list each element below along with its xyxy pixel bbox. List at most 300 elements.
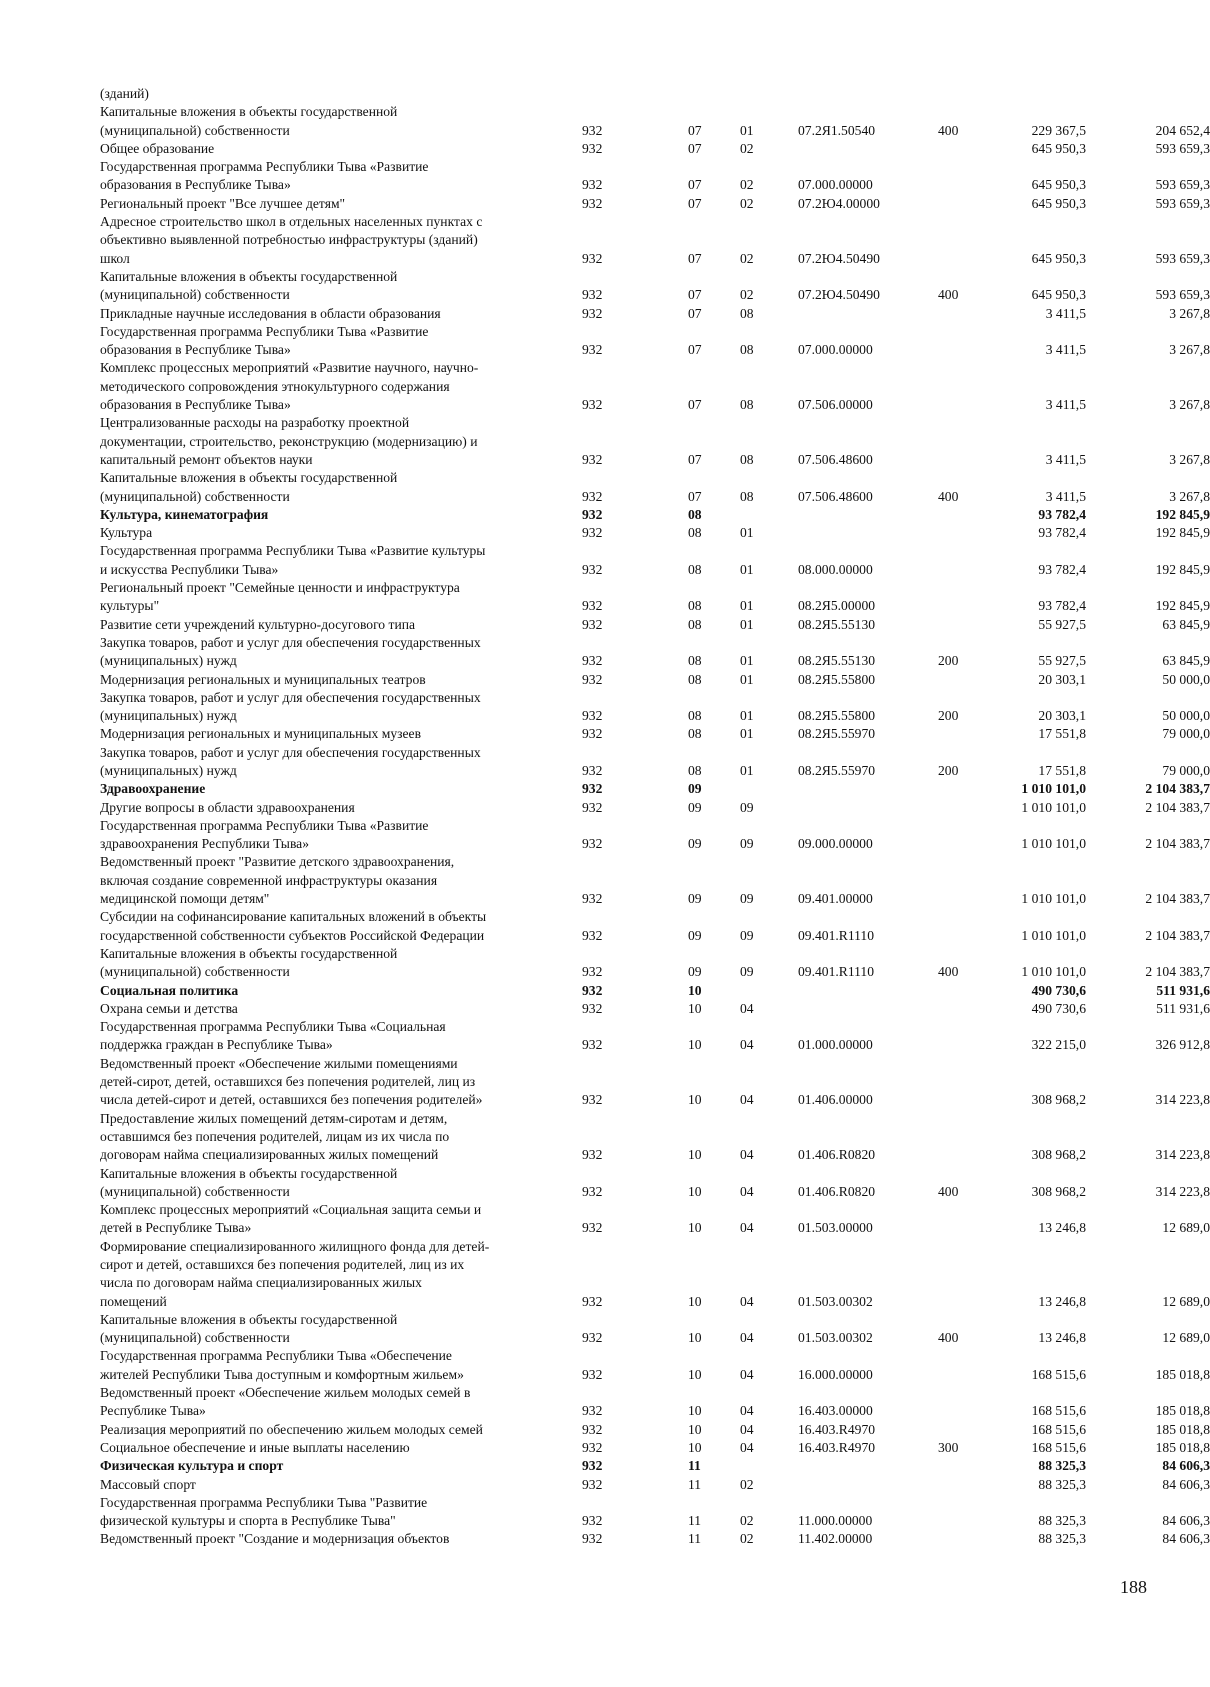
row-razdel-code: 08	[688, 762, 702, 778]
row-expense-type	[938, 853, 992, 908]
row-target-article: 08.2Я5.55130	[798, 616, 876, 632]
row-glava-code: 932	[582, 982, 603, 998]
row-expense-type	[938, 158, 992, 195]
row-name: Развитие сети учреждений культурно-досугового типа	[100, 616, 416, 632]
table-row	[100, 1494, 1210, 1531]
table-row	[100, 469, 1210, 506]
row-name: Региональный проект "Все лучшее детям"	[100, 195, 346, 211]
row-glava-code: 932	[582, 836, 603, 852]
row-razdel-code: 09	[688, 781, 702, 797]
row-amount-year-1: 88 325,3	[1038, 1476, 1086, 1492]
row-razdel-code: 11	[688, 1476, 702, 1492]
row-name: Модернизация региональных и муниципальных музеев	[100, 726, 421, 742]
row-razdel-code: 11	[688, 1513, 702, 1529]
row-glava-code: 932	[582, 1531, 603, 1547]
row-target-article: 07.000.00000	[798, 342, 873, 358]
row-amount-year-2: 314 223,8	[1155, 1183, 1210, 1199]
row-amount-year-1: 490 730,6	[1031, 982, 1086, 998]
row-podrazdel-code: 09	[740, 891, 754, 907]
row-podrazdel-code: 04	[740, 1366, 754, 1382]
row-podrazdel-code: 04	[740, 1092, 754, 1108]
row-amount-year-2: 593 659,3	[1155, 195, 1210, 211]
row-glava-code: 932	[582, 1183, 603, 1199]
row-target-article: 08.2Я5.00000	[798, 598, 876, 614]
row-name: Государственная программа Республики Тыва «Развитие культуры и искусства Республики Тыва»	[100, 543, 486, 577]
row-glava-code: 932	[582, 1147, 603, 1163]
row-expense-type	[938, 323, 992, 360]
row-podrazdel-code: 04	[740, 1439, 754, 1455]
row-target-article: 07.2Я1.50540	[798, 122, 876, 138]
row-amount-year-1: 88 325,3	[1038, 1513, 1086, 1529]
row-podrazdel-code	[740, 982, 798, 1000]
row-podrazdel-code: 04	[740, 1037, 754, 1053]
row-razdel-code: 07	[688, 122, 702, 138]
row-name: Комплекс процессных мероприятий «Социальная защита семьи и детей в Республике Тыва»	[100, 1202, 482, 1236]
row-razdel-code: 08	[688, 525, 702, 541]
row-name: Государственная программа Республики Тыва «Развитие образования в Республике Тыва»	[100, 323, 429, 358]
table-row	[100, 634, 1210, 671]
row-amount-year-2: 204 652,4	[1155, 122, 1210, 138]
row-amount-year-1: 308 968,2	[1031, 1092, 1086, 1108]
row-podrazdel-code: 02	[740, 195, 754, 211]
row-glava-code: 932	[582, 598, 603, 614]
row-target-article: 09.401.00000	[798, 891, 873, 907]
row-expense-type	[938, 305, 992, 323]
budget-table-body	[100, 85, 1210, 1549]
row-glava-code: 932	[582, 1366, 603, 1382]
row-target-article: 11.000.00000	[798, 1513, 873, 1529]
row-amount-year-1: 20 303,1	[1038, 671, 1086, 687]
row-podrazdel-code: 09	[740, 836, 754, 852]
table-row	[100, 579, 1210, 616]
row-razdel-code: 09	[688, 836, 702, 852]
row-expense-type: 400	[938, 287, 959, 303]
row-target-article	[798, 799, 938, 817]
row-target-article	[798, 1476, 938, 1494]
row-amount-year-1: 1 010 101,0	[1021, 799, 1086, 815]
row-amount-year-1: 1 010 101,0	[1021, 891, 1086, 907]
row-podrazdel-code: 04	[740, 1147, 754, 1163]
row-expense-type: 400	[938, 964, 959, 980]
table-row	[100, 1384, 1210, 1421]
row-glava-code: 932	[582, 726, 603, 742]
row-glava-code: 932	[582, 1220, 603, 1236]
row-target-article: 07.2Ю4.50490	[798, 287, 880, 303]
row-target-article: 01.406.00000	[798, 1092, 873, 1108]
row-expense-type	[938, 85, 992, 103]
row-podrazdel-code: 08	[740, 305, 754, 321]
row-amount-year-2: 79 000,0	[1162, 726, 1210, 742]
table-row	[100, 323, 1210, 360]
row-amount-year-2: 12 689,0	[1162, 1293, 1210, 1309]
row-amount-year-1: 645 950,3	[1031, 177, 1086, 193]
row-name: Социальная политика	[100, 982, 239, 998]
row-target-article	[798, 85, 938, 103]
row-expense-type	[938, 817, 992, 854]
row-target-article: 01.406.R0820	[798, 1147, 876, 1163]
row-amount-year-1: 3 411,5	[1045, 342, 1086, 358]
row-razdel-code: 10	[688, 1421, 702, 1437]
row-expense-type: 200	[938, 708, 959, 724]
row-glava-code: 932	[582, 653, 603, 669]
row-target-article: 16.000.00000	[798, 1366, 873, 1382]
row-name: Государственная программа Республики Тыва «Социальная поддержка граждан в Республике Тыва»	[100, 1019, 446, 1053]
row-expense-type	[938, 908, 992, 945]
row-glava-code: 932	[582, 964, 603, 980]
row-razdel-code: 10	[688, 1293, 702, 1309]
row-target-article	[798, 1000, 938, 1018]
row-razdel-code: 07	[688, 488, 702, 504]
row-razdel-code: 09	[688, 799, 702, 815]
row-expense-type	[938, 1347, 992, 1384]
row-glava-code: 932	[582, 525, 603, 541]
row-amount-year-1: 308 968,2	[1031, 1147, 1086, 1163]
row-target-article	[798, 524, 938, 542]
table-row	[100, 1165, 1210, 1202]
row-razdel-code: 11	[688, 1458, 701, 1474]
row-glava-code: 932	[582, 1421, 603, 1437]
row-amount-year-1: 93 782,4	[1038, 506, 1086, 522]
row-expense-type	[938, 1055, 992, 1110]
row-amount-year-1: 168 515,6	[1031, 1403, 1086, 1419]
row-expense-type	[938, 982, 992, 1000]
row-razdel-code: 07	[688, 195, 702, 211]
row-podrazdel-code: 02	[740, 250, 754, 266]
row-amount-year-2: 84 606,3	[1162, 1531, 1210, 1547]
row-amount-year-1: 93 782,4	[1038, 561, 1086, 577]
row-razdel-code: 09	[688, 891, 702, 907]
row-name: Государственная программа Республики Тыва «Обеспечение жителей Республики Тыва доступным и комфортным жильем»	[100, 1348, 464, 1382]
row-amount-year-2: 326 912,8	[1155, 1037, 1210, 1053]
table-row	[100, 213, 1210, 268]
row-expense-type: 200	[938, 762, 959, 778]
table-row	[100, 1421, 1210, 1439]
row-name: Ведомственный проект «Обеспечение жилыми помещениями детей-сирот, детей, оставшихся без попечения родителей, лиц из числа детей-сирот и детей, оставшихся без попечения родителей»	[100, 1055, 483, 1108]
table-row	[100, 616, 1210, 634]
row-amount-year-2: 593 659,3	[1155, 250, 1210, 266]
row-target-article: 09.000.00000	[798, 836, 873, 852]
row-name: Региональный проект "Семейные ценности и инфраструктура культуры"	[100, 580, 460, 614]
row-glava-code: 932	[582, 927, 603, 943]
table-row	[100, 140, 1210, 158]
row-expense-type	[938, 780, 992, 798]
row-expense-type	[938, 799, 992, 817]
row-name: Реализация мероприятий по обеспечению жильем молодых семей	[100, 1421, 483, 1437]
table-row	[100, 524, 1210, 542]
row-amount-year-1: 3 411,5	[1045, 397, 1086, 413]
row-podrazdel-code: 04	[740, 1330, 754, 1346]
row-amount-year-1: 88 325,3	[1038, 1458, 1086, 1474]
row-amount-year-2: 192 845,9	[1155, 598, 1210, 614]
table-row	[100, 725, 1210, 743]
row-glava-code: 932	[582, 1293, 603, 1309]
row-amount-year-1: 1 010 101,0	[1021, 836, 1086, 852]
row-name: Массовый спорт	[100, 1476, 196, 1492]
row-target-article: 01.406.R0820	[798, 1183, 876, 1199]
row-podrazdel-code	[740, 506, 798, 524]
row-razdel-code: 08	[688, 726, 702, 742]
row-glava-code: 932	[582, 616, 603, 632]
table-row	[100, 1457, 1210, 1475]
row-podrazdel-code: 02	[740, 140, 754, 156]
row-razdel-code: 07	[688, 305, 702, 321]
row-name: Физическая культура и спорт	[100, 1458, 284, 1474]
row-razdel-code: 10	[688, 1220, 702, 1236]
row-amount-year-2: 593 659,3	[1155, 177, 1210, 193]
row-amount-year-2: 593 659,3	[1155, 287, 1210, 303]
row-expense-type	[938, 1494, 992, 1531]
row-amount-year-2: 63 845,9	[1162, 653, 1210, 669]
row-podrazdel-code: 01	[740, 525, 754, 541]
row-target-article	[798, 1457, 938, 1475]
row-glava-code: 932	[582, 762, 603, 778]
row-amount-year-2: 50 000,0	[1162, 708, 1210, 724]
row-expense-type	[938, 1384, 992, 1421]
row-glava-code: 932	[582, 342, 603, 358]
row-razdel-code: 08	[688, 653, 702, 669]
row-glava-code: 932	[582, 488, 603, 504]
row-name: Закупка товаров, работ и услуг для обеспечения государственных (муниципальных) нужд	[100, 744, 481, 778]
row-razdel-code: 10	[688, 1037, 702, 1053]
row-amount-year-1: 13 246,8	[1038, 1220, 1086, 1236]
row-razdel-code: 08	[688, 671, 702, 687]
row-amount-year-1: 13 246,8	[1038, 1330, 1086, 1346]
row-amount-year-2: 12 689,0	[1162, 1330, 1210, 1346]
row-razdel-code: 07	[688, 177, 702, 193]
row-expense-type	[938, 524, 992, 542]
row-target-article: 07.506.48600	[798, 451, 873, 467]
table-row	[100, 744, 1210, 781]
row-expense-type	[938, 725, 992, 743]
row-podrazdel-code: 01	[740, 122, 754, 138]
row-name: Государственная программа Республики Тыва "Развитие физической культуры и спорта в Республике Тыва"	[100, 1494, 428, 1529]
row-razdel-code: 07	[688, 250, 702, 266]
row-razdel-code: 10	[688, 982, 702, 998]
row-amount-year-2: 3 267,8	[1169, 397, 1210, 413]
row-razdel-code: 10	[688, 1330, 702, 1346]
row-amount-year-2: 50 000,0	[1162, 671, 1210, 687]
row-amount-year-2: 84 606,3	[1162, 1458, 1210, 1474]
row-podrazdel-code: 01	[740, 653, 754, 669]
row-name: Ведомственный проект "Создание и модернизация объектов	[100, 1531, 450, 1547]
row-amount-year-1: 168 515,6	[1031, 1439, 1086, 1455]
row-name: Общее образование	[100, 140, 215, 156]
row-expense-type	[938, 506, 992, 524]
row-target-article: 16.403.R4970	[798, 1421, 876, 1437]
row-amount-year-1	[992, 85, 1086, 103]
row-expense-type: 400	[938, 122, 959, 138]
row-amount-year-2: 79 000,0	[1162, 762, 1210, 778]
row-amount-year-2: 84 606,3	[1162, 1476, 1210, 1492]
row-expense-type: 200	[938, 653, 959, 669]
row-glava-code: 932	[582, 1476, 603, 1492]
row-glava-code: 932	[582, 671, 603, 687]
row-amount-year-1: 168 515,6	[1031, 1421, 1086, 1437]
row-podrazdel-code	[740, 780, 798, 798]
row-podrazdel-code: 01	[740, 671, 754, 687]
row-glava-code: 932	[582, 1330, 603, 1346]
row-amount-year-2: 2 104 383,7	[1145, 927, 1210, 943]
row-amount-year-1: 3 411,5	[1045, 488, 1086, 504]
row-glava-code: 932	[582, 708, 603, 724]
row-glava-code: 932	[582, 287, 603, 303]
row-name: Субсидии на софинансирование капитальных вложений в объекты государственной собственности субъектов Российской Федерации	[100, 909, 487, 943]
row-amount-year-2: 3 267,8	[1169, 305, 1210, 321]
row-name: Формирование специализированного жилищного фонда для детей- сирот и детей, оставшихся без попечения родителей, лиц из их числа по договорам найма специализированных жилых помещений	[100, 1238, 490, 1309]
row-target-article: 08.2Я5.55800	[798, 671, 876, 687]
table-row	[100, 1311, 1210, 1348]
row-razdel-code: 07	[688, 287, 702, 303]
row-target-article	[798, 305, 938, 323]
table-row	[100, 1530, 1210, 1548]
row-glava-code: 932	[582, 195, 603, 211]
row-expense-type	[938, 1238, 992, 1311]
row-podrazdel-code: 04	[740, 1183, 754, 1199]
row-amount-year-1: 1 010 101,0	[1021, 964, 1086, 980]
row-name: Адресное строительство школ в отдельных населенных пунктах с объективно выявленной потребностью инфраструктуры (зданий) школ	[100, 214, 483, 266]
row-target-article: 01.000.00000	[798, 1037, 873, 1053]
row-target-article: 08.000.00000	[798, 561, 873, 577]
row-name: Культура	[100, 525, 153, 541]
row-podrazdel-code: 08	[740, 397, 754, 413]
row-amount-year-1: 55 927,5	[1038, 653, 1086, 669]
row-expense-type	[938, 195, 992, 213]
row-expense-type	[938, 1201, 992, 1238]
row-razdel-code: 08	[688, 598, 702, 614]
row-glava-code: 932	[582, 1000, 603, 1016]
table-row	[100, 1347, 1210, 1384]
row-razdel-code: 09	[688, 964, 702, 980]
row-razdel-code: 08	[688, 616, 702, 632]
row-glava-code: 932	[582, 1458, 603, 1474]
row-expense-type	[938, 140, 992, 158]
row-name: Другие вопросы в области здравоохранения	[100, 799, 355, 815]
row-amount-year-1: 55 927,5	[1038, 616, 1086, 632]
row-target-article: 16.403.00000	[798, 1403, 873, 1419]
row-name: Капитальные вложения в объекты государственной (муниципальной) собственности	[100, 1311, 398, 1346]
row-expense-type	[938, 359, 992, 414]
row-name: (зданий)	[100, 86, 149, 101]
row-target-article: 01.503.00302	[798, 1293, 873, 1309]
row-podrazdel-code: 01	[740, 726, 754, 742]
row-target-article: 16.403.R4970	[798, 1439, 876, 1455]
row-expense-type	[938, 579, 992, 616]
row-name: Капитальные вложения в объекты государственной (муниципальной) собственности	[100, 945, 398, 980]
row-podrazdel-code: 01	[740, 762, 754, 778]
table-row	[100, 945, 1210, 982]
table-row	[100, 908, 1210, 945]
row-name: Государственная программа Республики Тыва «Развитие образования в Республике Тыва»	[100, 159, 429, 193]
table-row	[100, 817, 1210, 854]
row-amount-year-1: 645 950,3	[1031, 140, 1086, 156]
row-amount-year-1: 645 950,3	[1031, 287, 1086, 303]
row-amount-year-1: 322 215,0	[1031, 1037, 1086, 1053]
row-target-article: 11.402.00000	[798, 1531, 873, 1547]
table-row	[100, 1000, 1210, 1018]
row-amount-year-1: 490 730,6	[1031, 1000, 1086, 1016]
row-podrazdel-code: 01	[740, 561, 754, 577]
row-amount-year-1: 13 246,8	[1038, 1293, 1086, 1309]
row-name: Централизованные расходы на разработку проектной документации, строительство, реконструкцию (модернизацию) и капитальный ремонт объектов науки	[100, 415, 478, 467]
row-target-article: 07.2Ю4.00000	[798, 195, 880, 211]
row-amount-year-1: 3 411,5	[1045, 451, 1086, 467]
row-amount-year-2: 511 931,6	[1156, 1000, 1210, 1016]
row-amount-year-2: 3 267,8	[1169, 342, 1210, 358]
row-podrazdel-code: 01	[740, 616, 754, 632]
row-amount-year-2: 192 845,9	[1155, 561, 1210, 577]
row-amount-year-2: 2 104 383,7	[1145, 836, 1210, 852]
row-expense-type	[938, 1476, 992, 1494]
row-name: Государственная программа Республики Тыва «Развитие здравоохранения Республики Тыва»	[100, 817, 429, 852]
row-podrazdel-code: 02	[740, 1476, 754, 1492]
row-amount-year-2: 12 689,0	[1162, 1220, 1210, 1236]
row-razdel-code: 09	[688, 927, 702, 943]
row-razdel-code: 10	[688, 1366, 702, 1382]
row-razdel-code: 10	[688, 1147, 702, 1163]
row-expense-type: 400	[938, 1330, 959, 1346]
table-row	[100, 853, 1210, 908]
row-amount-year-1: 17 551,8	[1038, 762, 1086, 778]
table-row	[100, 1238, 1210, 1311]
row-amount-year-1: 645 950,3	[1031, 195, 1086, 211]
row-expense-type: 400	[938, 1183, 959, 1199]
row-amount-year-2: 2 104 383,7	[1145, 799, 1210, 815]
row-glava-code: 932	[582, 799, 603, 815]
table-row	[100, 103, 1210, 140]
row-name: Здравоохранение	[100, 781, 206, 797]
row-glava-code: 932	[582, 891, 603, 907]
row-glava-code: 932	[582, 781, 603, 797]
row-razdel-code: 07	[688, 451, 702, 467]
row-name: Модернизация региональных и муниципальных театров	[100, 671, 426, 687]
row-expense-type	[938, 1421, 992, 1439]
row-razdel-code: 07	[688, 342, 702, 358]
row-amount-year-2: 84 606,3	[1162, 1513, 1210, 1529]
row-target-article: 01.503.00000	[798, 1220, 873, 1236]
row-amount-year-2: 2 104 383,7	[1145, 891, 1210, 907]
row-glava-code: 932	[582, 1403, 603, 1419]
row-podrazdel-code: 08	[740, 451, 754, 467]
row-glava-code: 932	[582, 397, 603, 413]
row-podrazdel-code: 01	[740, 708, 754, 724]
row-expense-type	[938, 213, 992, 268]
row-target-article: 08.2Я5.55800	[798, 708, 876, 724]
table-row	[100, 305, 1210, 323]
row-razdel-code: 08	[688, 561, 702, 577]
row-amount-year-2: 314 223,8	[1155, 1147, 1210, 1163]
row-name: Капитальные вложения в объекты государственной (муниципальной) собственности	[100, 268, 398, 303]
row-glava-code: 932	[582, 1092, 603, 1108]
row-podrazdel-code: 01	[740, 598, 754, 614]
table-row	[100, 1476, 1210, 1494]
table-row	[100, 1110, 1210, 1165]
row-amount-year-1: 20 303,1	[1038, 708, 1086, 724]
row-expense-type: 400	[938, 488, 959, 504]
row-target-article	[798, 506, 938, 524]
table-row	[100, 1201, 1210, 1238]
row-podrazdel-code	[740, 85, 798, 103]
row-glava-code: 932	[582, 506, 603, 522]
row-expense-type	[938, 542, 992, 579]
row-name: Капитальные вложения в объекты государственной (муниципальной) собственности	[100, 104, 398, 138]
row-amount-year-1: 168 515,6	[1031, 1366, 1086, 1382]
row-amount-year-2	[1086, 85, 1210, 103]
table-row	[100, 1439, 1210, 1457]
table-row	[100, 1055, 1210, 1110]
table-row	[100, 982, 1210, 1000]
row-name: Капитальные вложения в объекты государственной (муниципальной) собственности	[100, 1165, 398, 1199]
row-glava-code: 932	[582, 140, 603, 156]
